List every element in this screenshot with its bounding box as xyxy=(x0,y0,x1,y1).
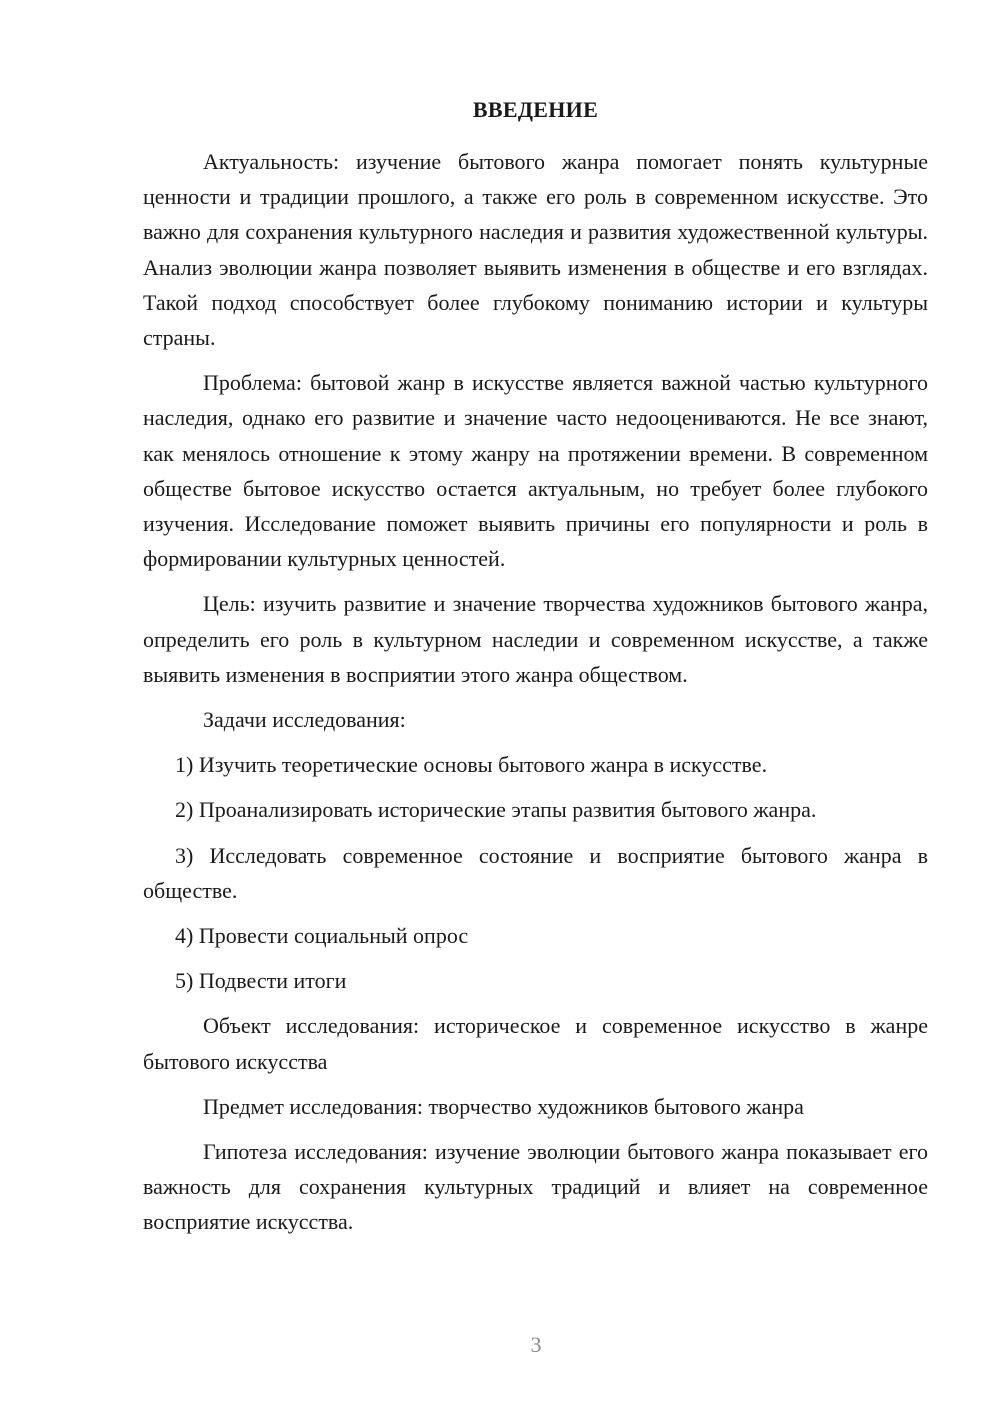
paragraph-relevance: Актуальность: изучение бытового жанра помогает понять культурные ценности и традиции прошлого, а также его роль в современном искусстве. Это важно для сохранения культурного наследия и развития художественной культуры. Анализ эволюции жанра позволяет выявить изменения в обществе и его взглядах. Такой подход способствует более глубокому пониманию истории и культуры страны. xyxy=(143,149,928,351)
page-number: 3 xyxy=(530,1332,542,1357)
section-heading: ВВЕДЕНИЕ xyxy=(472,97,599,122)
document-page xyxy=(143,94,928,1250)
tasks-intro: Задачи исследования: xyxy=(203,707,406,733)
task-item: 1) Изучить теоретические основы бытового жанра в искусстве. xyxy=(175,752,768,778)
paragraph-goal: Цель: изучить развитие и значение творчества художников бытового жанра, определить его роль в культурном наследии и современном искусстве, а также выявить изменения в восприятии этого жанра обществом. xyxy=(143,591,928,687)
task-item: 4) Провести социальный опрос xyxy=(175,923,469,949)
task-item: 2) Проанализировать исторические этапы развития бытового жанра. xyxy=(175,797,817,823)
task-item: 3) Исследовать современное состояние и восприятие бытового жанра в обществе. xyxy=(143,842,928,903)
paragraph-object: Объект исследования: историческое и современное искусство в жанре бытового искусства xyxy=(143,1013,928,1074)
paragraph-hypothesis: Гипотеза исследования: изучение эволюции бытового жанра показывает его важность для сохранения культурных традиций и влияет на современное восприятие искусства. xyxy=(143,1139,928,1235)
task-item: 5) Подвести итоги xyxy=(175,968,347,994)
tasks-list xyxy=(143,747,928,998)
paragraph-subject: Предмет исследования: творчество художников бытового жанра xyxy=(203,1093,804,1119)
paragraph-problem: Проблема: бытовой жанр в искусстве является важной частью культурного наследия, однако его развитие и значение часто недооцениваются. Не все знают, как менялось отношение к этому жанру на протяжении времени. В современном обществе бытовое искусство остается актуальным, но требует более глубокого изучения. Исследование поможет выявить причины его популярности и роль в формировании культурных ценностей. xyxy=(143,370,928,572)
